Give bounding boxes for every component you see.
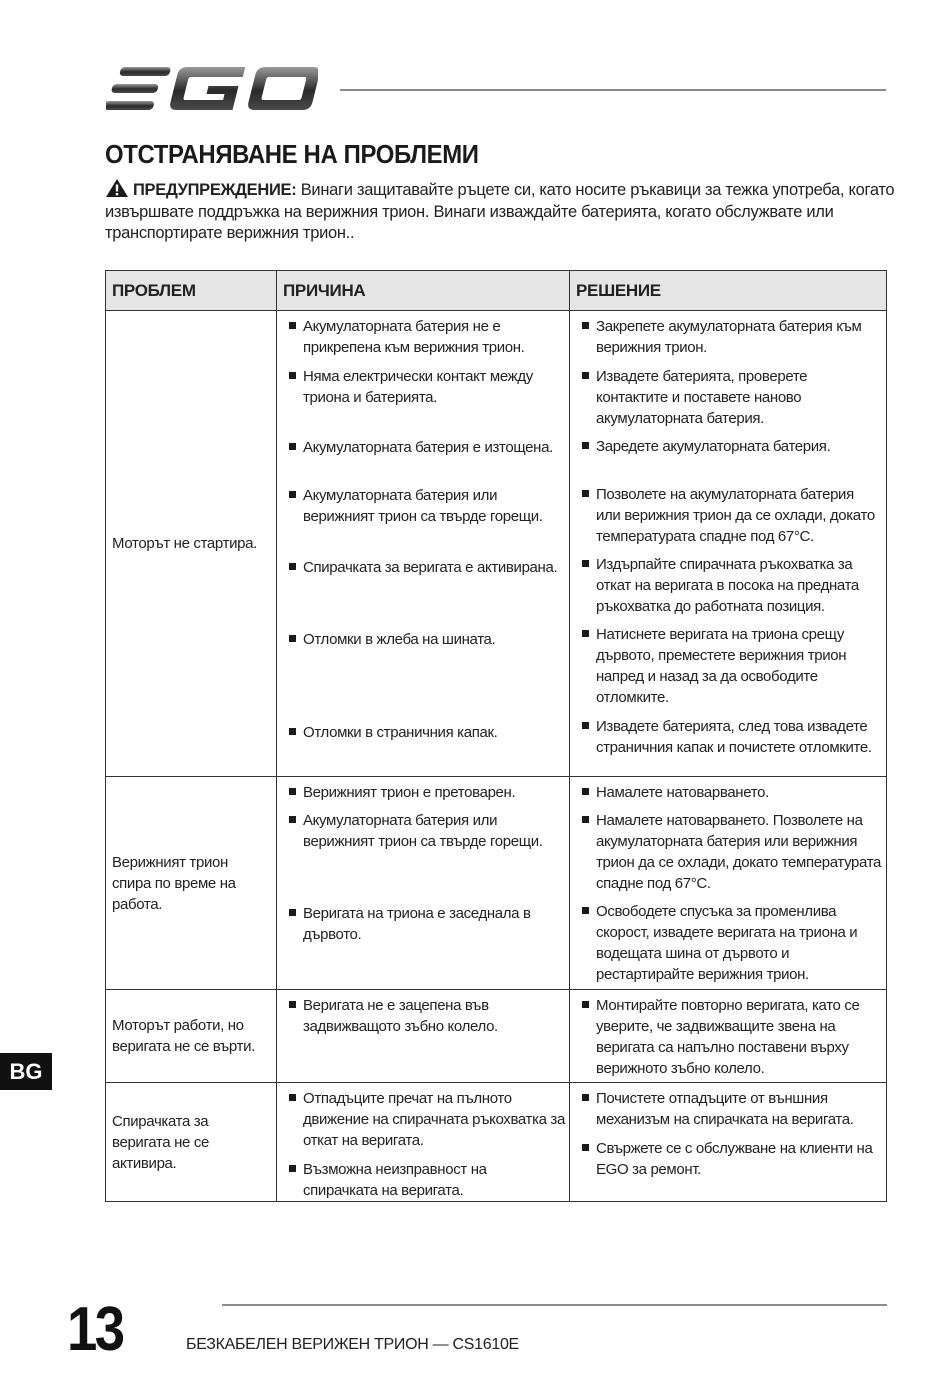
list-item: Извадете батерията, след това извадете страничния капак и почистете отломките. [582, 716, 882, 758]
cause-cell [277, 311, 570, 777]
list-item: Отломки в жлеба на шината. [289, 629, 565, 650]
list-item: Свържете се с обслужване на клиенти на EGO за ремонт. [582, 1138, 882, 1180]
cause-cell [277, 990, 570, 1083]
problem-cell: Спирачката за веригата не се активира. [106, 1083, 277, 1202]
troubleshooting-table [105, 270, 887, 1202]
list-item: Отпадъците пречат на пълното движение на спирачната ръкохватка за откат на веригата. [289, 1088, 565, 1151]
list-item: Извадете батерията, проверете контактите и поставете наново акумулаторната батерия. [582, 366, 882, 429]
header-problem: ПРОБЛЕМ [106, 271, 277, 311]
list-item: Веригата не е зацепена във задвижващото зъбно колело. [289, 995, 565, 1037]
list-item: Отломки в страничния капак. [289, 722, 565, 743]
warning-block [105, 178, 895, 245]
list-item: Няма електрически контакт между триона и батерията. [289, 366, 565, 408]
list-item: Спирачката за веригата е активирана. [289, 557, 565, 578]
problem-cell: Верижният трион спира по време на работа. [106, 777, 277, 990]
header-cause: ПРИЧИНА [277, 271, 570, 311]
table-row [106, 777, 887, 990]
list-item: Позволете на акумулаторната батерия или верижния трион да се охлади, докато температурата спадне под 67°C. [582, 484, 882, 547]
header-rule [340, 89, 886, 91]
list-item: Намалете натоварването. [582, 782, 882, 803]
list-item: Акумулаторната батерия не е прикрепена към верижния трион. [289, 316, 565, 358]
table-row [106, 990, 887, 1083]
table-header-row [106, 271, 887, 311]
warning-triangle-icon [105, 178, 129, 198]
list-item: Освободете спусъка за променлива скорост, извадете веригата на триона и водещата шина от дървото и рестартирайте верижния трион. [582, 901, 882, 985]
list-item: Закрепете акумулаторната батерия към верижния трион. [582, 316, 882, 358]
list-item: Почистете отпадъците от външния механизъм на спирачката на веригата. [582, 1088, 882, 1130]
list-item: Веригата на триона е заседнала в дървото. [289, 903, 565, 945]
list-item: Натиснете веригата на триона срещу дървото, преместете верижния трион напред и назад за да освободите отломките. [582, 624, 882, 708]
list-item: Акумулаторната батерия или верижният трион са твърде горещи. [289, 810, 565, 852]
ego-logo [106, 64, 318, 114]
cause-cell [277, 1083, 570, 1202]
header-solution: РЕШЕНИЕ [570, 271, 887, 311]
table-row [106, 1083, 887, 1202]
warning-label: ПРЕДУПРЕЖДЕНИЕ: [133, 181, 297, 199]
list-item: Акумулаторната батерия или верижният трион са твърде горещи. [289, 485, 565, 527]
list-item: Акумулаторната батерия е изтощена. [289, 437, 565, 458]
cause-cell [277, 777, 570, 990]
table-row [106, 311, 887, 777]
solution-cell [570, 777, 887, 990]
solution-cell [570, 1083, 887, 1202]
list-item: Издърпайте спирачната ръкохватка за откат на веригата в посока на предната ръкохватка до работната позиция. [582, 554, 882, 617]
list-item: Монтирайте повторно веригата, като се уверите, че задвижващите звена на веригата са напълно поставени върху верижното зъбно колело. [582, 995, 882, 1079]
list-item: Намалете натоварването. Позволете на акумулаторната батерия или верижния трион да се охлади, докато температурата спадне под 67°C. [582, 810, 882, 894]
list-item: Верижният трион е претоварен. [289, 782, 565, 803]
language-tab: BG [0, 1053, 52, 1090]
page-number: 13 [67, 1295, 123, 1364]
problem-cell: Моторът работи, но веригата не се върти. [106, 990, 277, 1083]
warning-text: Винаги защитавайте ръцете си, като носите ръкавици за тежка употреба, когато извършвате поддръжка на верижния трион. Винаги изваждайте батерията, когато обслужвате или транспортирате верижния трион.. [105, 181, 895, 242]
problem-cell: Моторът не стартира. [106, 311, 277, 777]
list-item: Заредете акумулаторната батерия. [582, 436, 882, 457]
page-title: ОТСТРАНЯВАНЕ НА ПРОБЛЕМИ [105, 139, 479, 169]
footer-text: БЕЗКАБЕЛЕН ВЕРИЖЕН ТРИОН — CS1610E [186, 1336, 519, 1353]
list-item: Възможна неизправност на спирачката на веригата. [289, 1159, 565, 1201]
solution-cell [570, 311, 887, 777]
footer-rule [222, 1304, 887, 1306]
solution-cell [570, 990, 887, 1083]
